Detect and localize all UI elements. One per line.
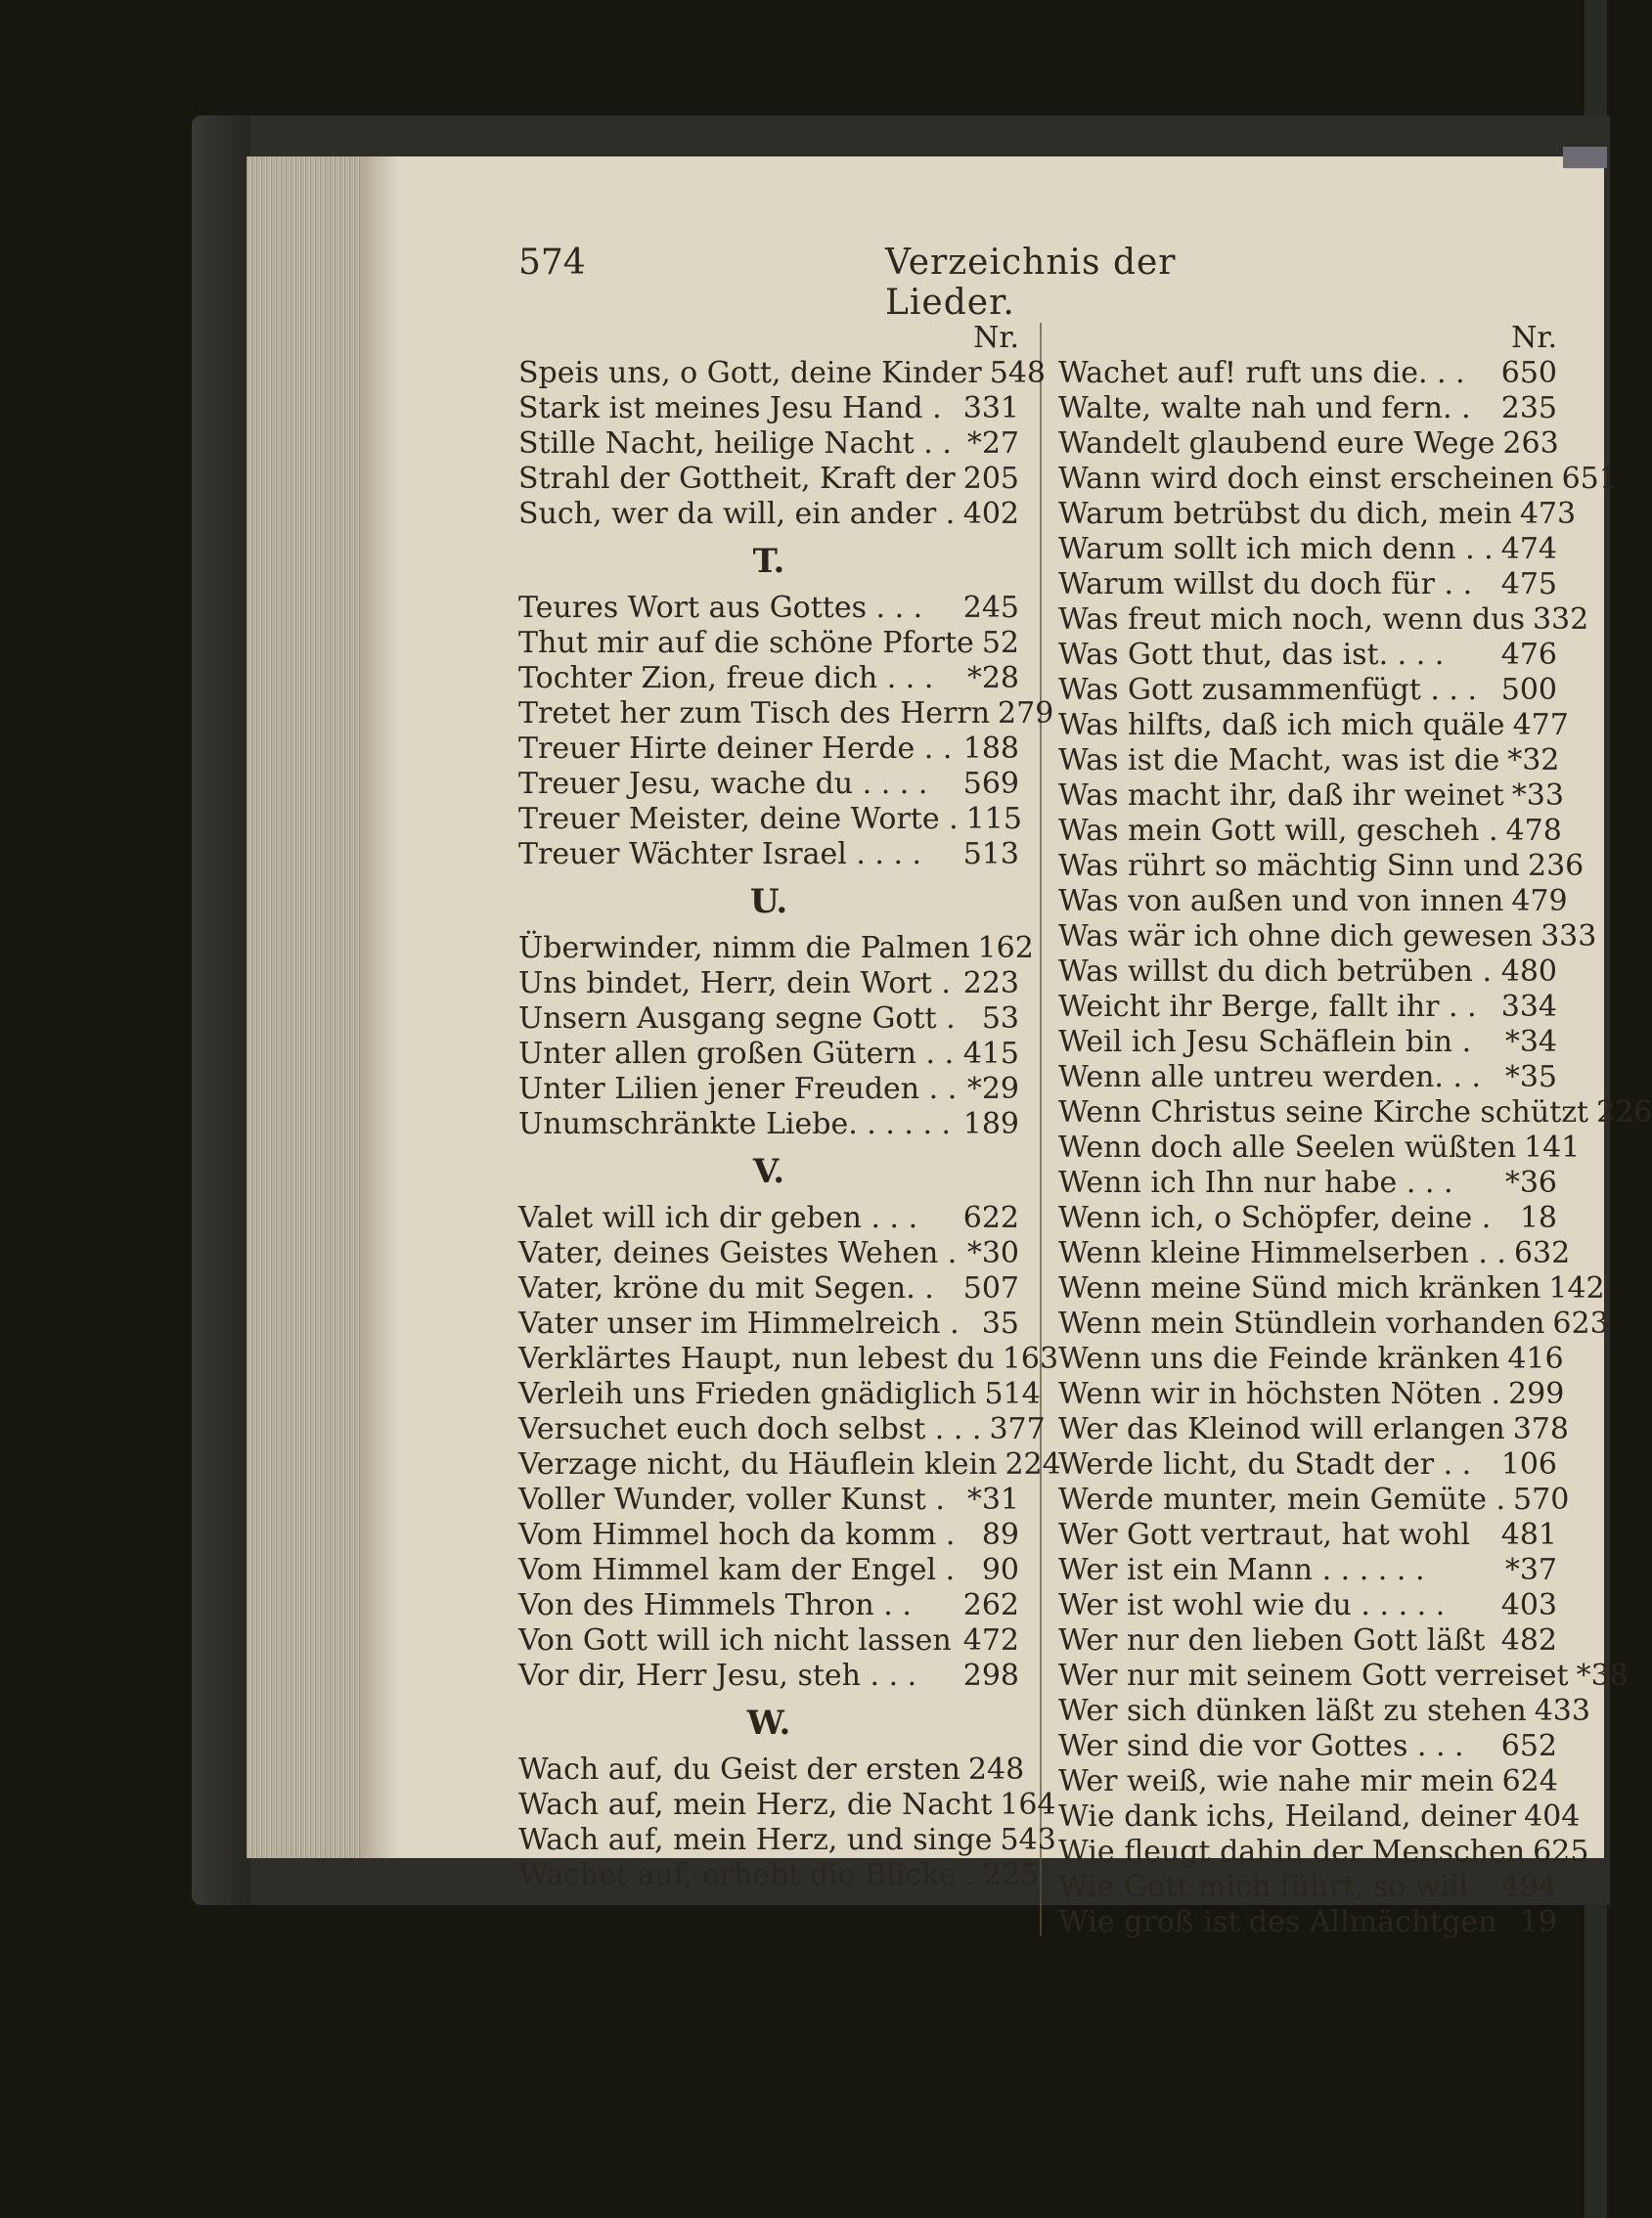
index-entry [518,1236,1019,1271]
index-entry [518,1588,1019,1623]
entry-title: Weil ich Jesu Schäflein bin . [1058,1025,1472,1059]
entry-number: 650 [1500,356,1557,390]
entry-number: *33 [1511,778,1564,813]
index-entry [1058,1870,1557,1905]
entry-number: 245 [962,591,1019,625]
index-entry [518,1518,1019,1553]
entry-title: Unter Lilien jener Freuden . . [518,1072,958,1106]
entry-number: 570 [1513,1483,1570,1517]
entry-number: 331 [962,391,1019,425]
entry-title: Wachet auf, erhebt die Blicke . [518,1858,975,1892]
entry-number: 35 [981,1307,1019,1341]
entry-title: Treuer Wächter Israel . . . . [518,837,922,871]
entry-title: Wie groß ist des Allmächtgen [1058,1905,1497,1939]
nr-header: Nr. [973,321,1019,355]
index-entry [1058,1623,1557,1659]
entry-number: 223 [962,966,1019,1000]
index-entry [1058,1025,1557,1060]
entry-number: *29 [966,1072,1019,1106]
index-entry [1058,954,1557,990]
index-entry [1058,990,1557,1025]
index-entry [1058,1905,1557,1940]
entry-number: 494 [1500,1870,1557,1904]
entry-number: 474 [1500,532,1557,566]
index-entry [518,696,1054,732]
entry-title: Wer ist ein Mann . . . . . . [1058,1553,1425,1587]
entry-number: *30 [966,1236,1019,1270]
entry-number: 622 [962,1201,1019,1235]
entry-number: 514 [984,1377,1041,1411]
index-entry [518,966,1019,1001]
entry-number: 548 [989,356,1047,390]
index-entry [1058,1764,1557,1799]
entry-title: Von des Himmels Thron . . [518,1588,912,1622]
entry-title: Wenn ich, o Schöpfer, deine . [1058,1201,1492,1235]
section-letter: T. [752,542,785,581]
index-entry [518,1001,1019,1037]
running-title: Verzeichnis der Lieder. [885,243,1177,323]
entry-title: Wie fleugt dahin der Menschen [1058,1835,1526,1869]
index-entry [518,1823,1056,1858]
entry-title: Werde licht, du Stadt der . . [1058,1447,1472,1482]
entry-title: Verzage nicht, du Häuflein klein [518,1447,998,1482]
index-entry [1058,1447,1557,1483]
entry-title: Wenn mein Stündlein vorhanden [1058,1307,1545,1341]
index-entry [518,1553,1019,1588]
index-entry [518,732,1019,767]
entry-title: Stark ist meines Jesu Hand . [518,391,942,425]
book-spine [192,115,250,1905]
entry-title: Vater, deines Geistes Wehen . [518,1236,958,1270]
index-entry [518,931,1034,966]
index-entry [518,1377,1041,1412]
entry-number: *35 [1504,1060,1557,1094]
entry-title: Wer weiß, wie nahe mir mein [1058,1764,1495,1798]
entry-title: Wann wird doch einst erscheinen [1058,462,1554,496]
entry-title: Walte, walte nah und fern. . [1058,391,1471,425]
entry-number: *32 [1507,743,1560,777]
index-entry [1058,1518,1557,1553]
entry-title: Verklärtes Haupt, nun lebest du [518,1342,995,1376]
entry-title: Versuchet euch doch selbst . . . [518,1412,982,1446]
index-entry [518,802,1022,837]
nr-header: Nr. [1511,321,1557,355]
index-entry [1058,1131,1581,1166]
index-entry [1058,884,1568,919]
entry-number: 624 [1501,1764,1558,1798]
index-entry [1058,1483,1570,1518]
entry-title: Wenn doch alle Seelen wüßten [1058,1131,1517,1165]
index-entry [1058,1412,1569,1447]
page-edges [246,156,364,1858]
entry-title: Such, wer da will, ein ander . [518,497,956,531]
entry-title: Wer sich dünken läßt zu stehen [1058,1694,1527,1728]
entry-title: Thut mir auf die schöne Pforte [518,626,974,660]
entry-number: *28 [966,661,1019,695]
entry-number: 262 [962,1588,1019,1622]
index-entry [1058,1835,1589,1870]
entry-title: Vom Himmel kam der Engel . [518,1553,956,1587]
index-entry [1058,1060,1557,1095]
entry-title: Was willst du dich betrüben . [1058,954,1493,989]
index-entry [1058,1201,1557,1236]
entry-title: Vater unser im Himmelreich . [518,1307,960,1341]
index-entry [518,1412,1046,1447]
entry-title: Vom Himmel hoch da komm . [518,1518,956,1552]
index-entry [1058,1271,1605,1307]
index-entry [518,1271,1019,1307]
entry-title: Werde munter, mein Gemüte . [1058,1483,1506,1517]
entry-title: Was von außen und von innen [1058,884,1504,918]
index-entry [1058,1342,1564,1377]
index-entry [518,1858,1040,1893]
index-entry [518,1201,1019,1236]
entry-title: Wie Gott mich führt, so will [1058,1870,1469,1904]
index-entry [1058,602,1589,638]
entry-title: Was ist die Macht, was ist die [1058,743,1500,777]
index-entry [1058,778,1564,814]
index-entry [1058,426,1557,462]
entry-number: 225 [983,1858,1040,1892]
entry-title: Treuer Hirte deiner Herde . . [518,732,953,766]
entry-title: Wach auf, mein Herz, und singe [518,1823,993,1857]
entry-number: 226 [1596,1095,1652,1130]
index-entry [1058,1588,1557,1623]
index-entry [1058,1799,1581,1835]
index-entry [518,462,1019,497]
index-entry [1058,814,1562,849]
entry-title: Valet will ich dir geben . . . [518,1201,918,1235]
entry-title: Wer nur den lieben Gott läßt [1058,1623,1486,1658]
entry-number: 205 [962,462,1019,496]
entry-number: 163 [1002,1342,1059,1376]
entry-number: 378 [1512,1412,1569,1446]
entry-number: 507 [962,1271,1019,1306]
entry-title: Speis uns, o Gott, deine Kinder [518,356,982,390]
entry-number: 142 [1548,1271,1605,1306]
entry-number: 236 [1527,849,1585,883]
entry-title: Wenn wir in höchsten Nöten . [1058,1377,1501,1411]
index-entry [1058,462,1618,497]
index-entry [518,1107,1019,1142]
entry-number: 18 [1519,1201,1557,1235]
index-entry [1058,1095,1652,1131]
entry-number: 482 [1500,1623,1557,1658]
entry-number: 472 [962,1623,1019,1658]
entry-title: Wachet auf! ruft uns die. . . [1058,356,1465,390]
index-entry [1058,1659,1629,1694]
entry-number: 500 [1500,673,1557,707]
entry-title: Unsern Ausgang segne Gott . [518,1001,956,1036]
index-entry [518,356,1047,391]
entry-number: 263 [1502,426,1559,461]
entry-title: Wenn meine Sünd mich kränken [1058,1271,1541,1306]
entry-number: 188 [962,732,1019,766]
entry-title: Wenn uns die Feinde kränken [1058,1342,1500,1376]
entry-title: Vor dir, Herr Jesu, steh . . . [518,1659,917,1693]
index-entry [1058,356,1557,391]
entry-number: 90 [981,1553,1019,1587]
entry-number: 141 [1524,1131,1581,1165]
entry-number: *37 [1504,1553,1557,1587]
index-entry [518,391,1019,426]
index-entry [1058,638,1557,673]
entry-title: Warum willst du doch für . . [1058,567,1473,601]
entry-number: 235 [1500,391,1557,425]
entry-number: 652 [1500,1729,1557,1763]
entry-number: 162 [977,931,1034,965]
entry-title: Wer das Kleinod will erlangen [1058,1412,1505,1446]
index-entry [1058,1553,1557,1588]
bookmark-ribbon [1563,147,1607,168]
entry-number: 403 [1500,1588,1557,1622]
entry-number: 569 [962,767,1019,801]
entry-number: 475 [1500,567,1557,601]
index-entry [518,1447,1061,1483]
entry-number: 52 [981,626,1019,660]
entry-title: Was hilfts, daß ich mich quäle [1058,708,1505,742]
entry-title: Teures Wort aus Gottes . . . [518,591,923,625]
entry-title: Tretet her zum Tisch des Herrn [518,696,991,731]
entry-number: 248 [967,1752,1025,1787]
entry-title: Was mein Gott will, gescheh . [1058,814,1498,848]
entry-title: Wach auf, du Geist der ersten [518,1752,960,1787]
entry-title: Wer ist wohl wie du . . . . . [1058,1588,1446,1622]
entry-title: Unumschränkte Liebe. . . . . . [518,1107,952,1141]
index-entry [1058,391,1557,426]
right-column [1058,321,1652,1940]
section-letter: V. [752,1152,785,1191]
entry-title: Wandelt glaubend eure Wege [1058,426,1496,461]
entry-number: 298 [962,1659,1019,1693]
entry-number: 377 [989,1412,1046,1446]
entry-title: Unter allen großen Gütern . . [518,1037,955,1071]
entry-title: Wenn kleine Himmelserben . . [1058,1236,1506,1270]
index-entry [1058,567,1557,602]
entry-number: 625 [1533,1835,1589,1869]
index-entry [518,426,1019,462]
index-entry [1058,1377,1565,1412]
entry-number: 332 [1532,602,1589,637]
index-entry [1058,849,1585,884]
page-header [518,243,1203,323]
index-entry [518,1483,1019,1518]
entry-number: 543 [1000,1823,1056,1857]
entry-title: Tochter Zion, freue dich . . . [518,661,934,695]
index-entry [518,1072,1019,1107]
entry-number: 89 [981,1518,1019,1552]
index-entry [518,1659,1019,1694]
index-entry [518,767,1019,802]
entry-title: Weicht ihr Berge, fallt ihr . . [1058,990,1477,1024]
index-entry [1058,532,1557,567]
index-entry [518,1752,1025,1788]
index-entry [1058,919,1597,954]
entry-title: Überwinder, nimm die Palmen [518,931,970,965]
entry-number: 473 [1519,497,1577,531]
entry-number: *31 [966,1483,1019,1517]
entry-title: Von Gott will ich nicht lassen [518,1623,952,1658]
index-entry [518,1788,1056,1823]
entry-number: *34 [1504,1025,1557,1059]
entry-number: 480 [1500,954,1557,989]
entry-title: Treuer Jesu, wache du . . . . [518,767,928,801]
index-entry [1058,1729,1557,1764]
left-column [518,321,1061,1893]
entry-number: 433 [1534,1694,1590,1728]
entry-number: 476 [1500,638,1557,672]
index-entry [1058,1166,1557,1201]
entry-title: Warum sollt ich mich denn . . [1058,532,1494,566]
entry-title: Wach auf, mein Herz, die Nacht [518,1788,993,1822]
index-entry [1058,1307,1609,1342]
gutter-shadow [360,156,399,1858]
entry-title: Treuer Meister, deine Worte . [518,802,959,836]
entry-title: Was wär ich ohne dich gewesen [1058,919,1534,954]
entry-title: Wer sind die vor Gottes . . . [1058,1729,1464,1763]
entry-number: 53 [981,1001,1019,1036]
entry-number: *38 [1576,1659,1629,1693]
entry-number: 416 [1507,1342,1564,1376]
entry-number: 164 [1000,1788,1056,1822]
entry-number: 334 [1500,990,1557,1024]
index-entry [518,497,1019,532]
entry-number: 513 [962,837,1019,871]
index-entry [518,591,1019,626]
entry-title: Wenn ich Ihn nur habe . . . [1058,1166,1453,1200]
index-entry [1058,1236,1571,1271]
entry-title: Wenn alle untreu werden. . . [1058,1060,1482,1094]
entry-number: 632 [1513,1236,1571,1270]
entry-number: 481 [1500,1518,1557,1552]
entry-title: Was freut mich noch, wenn dus [1058,602,1525,637]
entry-title: Was macht ihr, daß ihr weinet [1058,778,1504,813]
entry-title: Was rührt so mächtig Sinn und [1058,849,1520,883]
entry-number: 402 [962,497,1019,531]
entry-number: 651 [1561,462,1618,496]
entry-title: Wie dank ichs, Heiland, deiner [1058,1799,1517,1834]
entry-number: 623 [1552,1307,1609,1341]
entry-number: 279 [998,696,1054,731]
entry-title: Wer Gott vertraut, hat wohl [1058,1518,1470,1552]
entry-title: Strahl der Gottheit, Kraft der [518,462,956,496]
entry-number: 333 [1540,919,1597,954]
entry-number: 415 [962,1037,1019,1071]
entry-title: Uns bindet, Herr, dein Wort . [518,966,951,1000]
index-entry [1058,708,1569,743]
entry-number: 299 [1508,1377,1565,1411]
entry-number: 478 [1505,814,1562,848]
index-entry [518,1623,1019,1659]
index-entry [518,1342,1059,1377]
entry-title: Wer nur mit seinem Gott verreiset [1058,1659,1569,1693]
entry-title: Warum betrübst du dich, mein [1058,497,1512,531]
entry-number: *36 [1504,1166,1557,1200]
entry-number: 224 [1005,1447,1061,1482]
index-entry [1058,497,1577,532]
page-number: 574 [518,243,586,283]
entry-title: Vater, kröne du mit Segen. . [518,1271,934,1306]
index-entry [518,1037,1019,1072]
entry-number: 19 [1519,1905,1557,1939]
index-entry [1058,743,1560,778]
entry-title: Was Gott zusammenfügt . . . [1058,673,1477,707]
index-entry [518,837,1019,872]
entry-title: Wenn Christus seine Kirche schützt [1058,1095,1589,1130]
entry-title: Verleih uns Frieden gnädiglich [518,1377,977,1411]
entry-number: 404 [1524,1799,1581,1834]
section-letter: W. [746,1704,791,1743]
entry-number: 189 [962,1107,1019,1141]
index-entry [518,1307,1019,1342]
index-entry [1058,1694,1590,1729]
entry-number: 479 [1511,884,1568,918]
entry-title: Voller Wunder, voller Kunst . [518,1483,945,1517]
entry-number: 477 [1512,708,1569,742]
index-entry [518,661,1019,696]
entry-number: 115 [965,802,1022,836]
section-letter: U. [749,882,788,921]
column-divider [1040,323,1042,1936]
index-entry [518,626,1019,661]
entry-title: Was Gott thut, das ist. . . . [1058,638,1445,672]
index-entry [1058,673,1557,708]
entry-number: *27 [966,426,1019,461]
entry-title: Stille Nacht, heilige Nacht . . [518,426,952,461]
entry-number: 106 [1500,1447,1557,1482]
